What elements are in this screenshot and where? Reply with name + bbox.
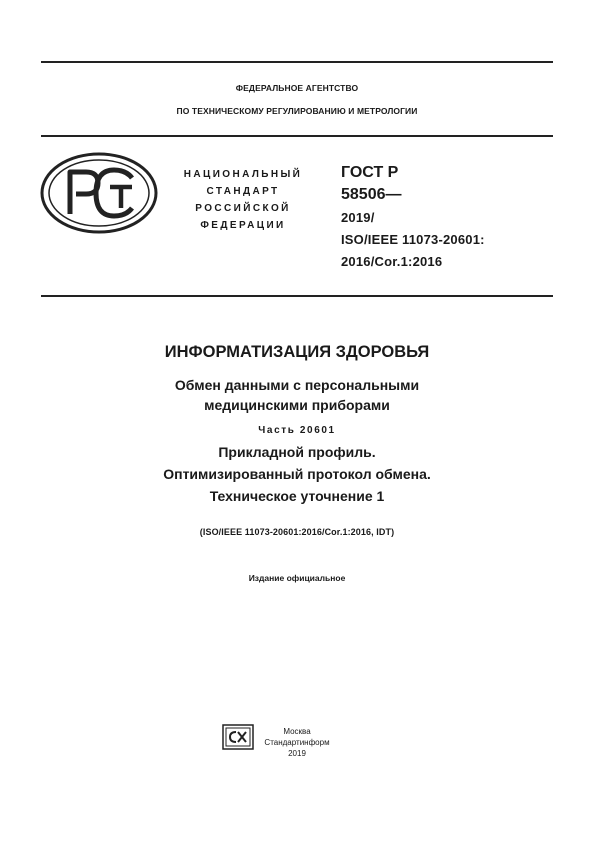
national-line-2: СТАНДАРТ [206, 186, 280, 197]
publisher-block [262, 726, 332, 759]
agency-line-2: ПО ТЕХНИЧЕСКОМУ РЕГУЛИРОВАНИЮ И МЕТРОЛОГИИ [176, 106, 418, 116]
agency-line-1: ФЕДЕРАЛЬНОЕ АГЕНТСТВО [235, 83, 359, 93]
subtitle-line-5: Техническое уточнение 1 [209, 488, 385, 504]
designation-number: 58506— [341, 186, 402, 203]
subtitle-line-2: медицинскими приборами [204, 397, 390, 413]
standartinform-logo-icon [222, 724, 254, 750]
national-line-3: РОССИЙСКОЙ [195, 203, 291, 214]
designation-rule [41, 295, 553, 297]
publisher-city: Москва [283, 727, 311, 736]
subtitle-line-4: Оптимизированный протокол обмена. [163, 466, 431, 482]
publisher-name: Стандартинформ [264, 738, 330, 747]
edition-label: Издание официальное [248, 573, 346, 583]
header-rule [41, 135, 553, 137]
subtitle-line-1: Обмен данными с персональными [174, 377, 420, 393]
designation-cor: 2016/Cor.1:2016 [341, 254, 443, 269]
rst-emblem-icon [40, 152, 158, 234]
part-label: Часть 20601 [258, 425, 336, 436]
publisher-year: 2019 [288, 749, 306, 758]
designation-year: 2019/ [341, 210, 375, 225]
national-line-4: ФЕДЕРАЦИИ [200, 220, 286, 231]
designation-iso: ISO/IEEE 11073-20601: [341, 232, 485, 247]
national-line-1: НАЦИОНАЛЬНЫЙ [183, 169, 303, 180]
designation-gost: ГОСТ Р [341, 164, 399, 181]
national-standard-label [168, 166, 318, 234]
subtitle-line-3: Прикладной профиль. [218, 444, 376, 460]
iso-reference: (ISO/IEEE 11073-20601:2016/Cor.1:2016, IDT) [199, 527, 395, 537]
top-rule [41, 61, 553, 63]
document-title: ИНФОРМАТИЗАЦИЯ ЗДОРОВЬЯ [164, 343, 430, 361]
